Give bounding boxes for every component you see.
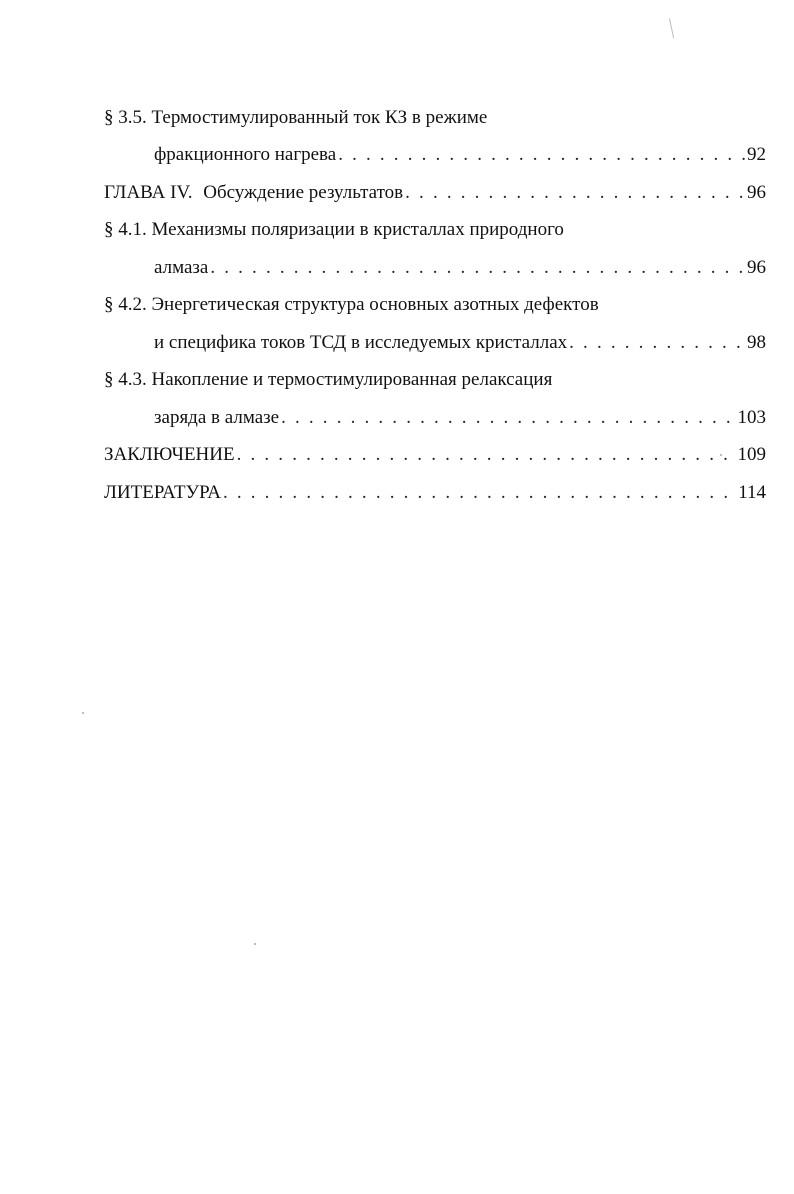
toc-entry-title: Энергетическая структура основных азотных дефектов <box>151 294 599 315</box>
toc-entry-4-2[interactable] <box>104 317 766 355</box>
toc-entry-4-3-heading <box>104 355 766 393</box>
dot-leader <box>223 481 736 505</box>
toc-entry-title: ЗАКЛЮЧЕНИЕ <box>104 444 235 465</box>
toc-page-number: 92 <box>747 144 766 165</box>
toc-entry-3-5-heading <box>104 92 766 130</box>
toc-entry-title: Механизмы поляризации в кристаллах природного <box>151 219 564 240</box>
toc-entry-4-2-heading <box>104 280 766 318</box>
toc-page-number: 96 <box>747 256 766 278</box>
dot-leader <box>569 331 745 355</box>
dot-leader <box>338 143 745 167</box>
dot-leader <box>281 406 735 430</box>
toc-entry-4-1-heading <box>104 205 766 243</box>
toc-entry-title: Обсуждение результатов <box>203 181 404 203</box>
toc-page-number: 103 <box>737 406 766 428</box>
toc-entry-literature[interactable] <box>104 467 766 505</box>
scan-speck <box>82 712 84 714</box>
toc-entry-4-3[interactable] <box>104 392 766 430</box>
scan-speck <box>254 943 256 945</box>
scan-artifact <box>669 18 676 38</box>
toc-entry-title: Термостимулированный ток КЗ в режиме <box>151 106 488 128</box>
toc-section-number: § 4.3. <box>104 369 147 390</box>
toc-entry-4-1[interactable] <box>104 242 766 280</box>
toc-page-number: 114 <box>738 481 766 503</box>
toc-entry-title-continued: алмаза <box>154 256 209 278</box>
dot-leader <box>210 256 745 280</box>
toc-entry-conclusion[interactable] <box>104 430 766 468</box>
toc-page-number: 98 <box>747 331 766 353</box>
toc-chapter-number: ГЛАВА IV. <box>104 181 193 203</box>
toc-entry-title-continued: заряда в алмазе <box>154 406 280 428</box>
dot-leader <box>405 181 745 205</box>
toc-section-number: § 3.5. <box>104 106 147 128</box>
toc-page-number: 96 <box>747 181 766 203</box>
toc-entry-title-continued: фракционного нагрева <box>154 144 337 165</box>
toc-entry-3-5[interactable] <box>104 130 766 168</box>
toc-section-number: § 4.1. <box>104 219 147 240</box>
toc-section-number: § 4.2. <box>104 294 147 315</box>
toc-entry-title: ЛИТЕРАТУРА <box>104 481 221 503</box>
toc-page-number: 109 <box>737 444 766 465</box>
table-of-contents <box>104 92 766 505</box>
dot-leader <box>237 443 736 467</box>
toc-entry-title-continued: и специфика токов ТСД в исследуемых кристаллах <box>154 331 568 353</box>
toc-entry-chapter-4[interactable] <box>104 167 766 205</box>
toc-entry-title: Накопление и термостимулированная релаксация <box>151 369 553 390</box>
